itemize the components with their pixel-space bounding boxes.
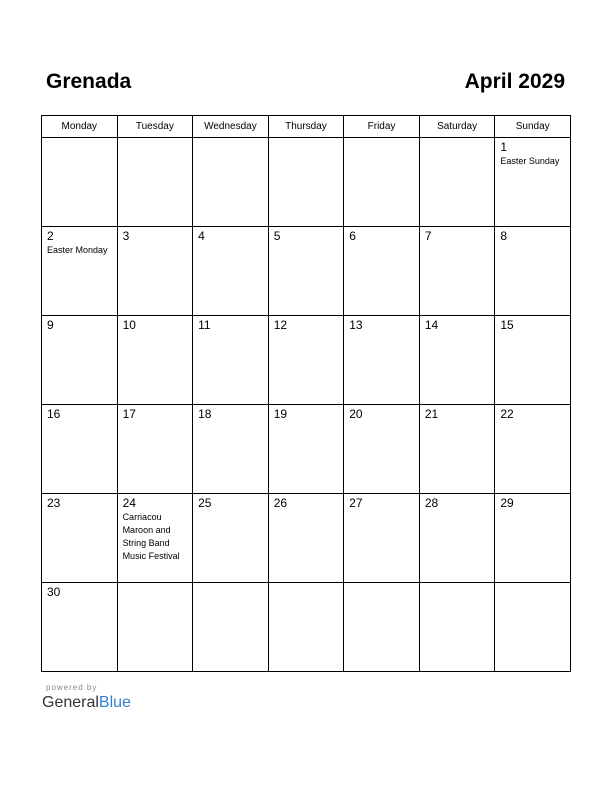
day-number: 7 <box>424 229 432 243</box>
calendar-grid <box>41 115 571 672</box>
day-number: 2 <box>47 229 54 243</box>
holiday-label: Easter Sunday <box>500 156 560 166</box>
day-cell <box>42 316 118 405</box>
day-cell <box>117 316 193 405</box>
day-cell <box>419 405 495 494</box>
week-row <box>42 138 571 227</box>
day-number: 26 <box>273 496 288 510</box>
weekday-header-row <box>42 116 571 138</box>
country-title: Grenada <box>46 70 132 93</box>
empty-day-cell <box>268 583 344 672</box>
empty-day-cell <box>419 583 495 672</box>
empty-day-cell <box>344 583 420 672</box>
day-cell <box>268 494 344 583</box>
day-number: 13 <box>349 318 363 332</box>
day-cell <box>344 316 420 405</box>
day-cell <box>495 138 571 227</box>
day-cell <box>344 405 420 494</box>
empty-day-cell <box>193 583 269 672</box>
day-cell <box>268 405 344 494</box>
day-cell <box>117 405 193 494</box>
logo-blue-text: Blue <box>98 694 131 711</box>
logo-general-text: General <box>42 694 99 711</box>
empty-day-cell <box>193 138 269 227</box>
day-cell <box>495 227 571 316</box>
day-cell <box>42 227 118 316</box>
day-cell <box>193 316 269 405</box>
day-number: 15 <box>500 318 514 332</box>
day-cell <box>495 405 571 494</box>
day-cell <box>42 405 118 494</box>
day-number: 16 <box>47 407 61 421</box>
week-row <box>42 405 571 494</box>
week-row <box>42 494 571 583</box>
generalblue-logo[interactable] <box>42 694 131 712</box>
week-row <box>42 583 571 672</box>
day-number: 30 <box>47 585 61 599</box>
holiday-label: Carriacou Maroon and String Band Music Festival <box>122 512 180 561</box>
day-number: 20 <box>349 407 363 421</box>
day-cell <box>495 316 571 405</box>
empty-day-cell <box>117 138 193 227</box>
day-number: 14 <box>424 318 439 332</box>
day-cell <box>419 494 495 583</box>
day-cell <box>268 227 344 316</box>
day-number: 11 <box>198 318 211 332</box>
weekday-header: Friday <box>344 116 420 138</box>
day-number: 9 <box>47 318 54 332</box>
day-cell <box>193 405 269 494</box>
day-cell <box>117 227 193 316</box>
day-cell <box>193 227 269 316</box>
weekday-header: Thursday <box>268 116 344 138</box>
week-row <box>42 316 571 405</box>
day-cell <box>344 494 420 583</box>
day-number: 21 <box>424 407 439 421</box>
week-row <box>42 227 571 316</box>
weekday-header: Monday <box>42 116 118 138</box>
empty-day-cell <box>419 138 495 227</box>
day-number: 17 <box>122 407 136 421</box>
day-number: 8 <box>500 229 508 243</box>
day-number: 25 <box>198 496 212 510</box>
day-number: 6 <box>349 229 356 243</box>
day-number: 3 <box>122 229 130 243</box>
weekday-header: Saturday <box>419 116 495 138</box>
day-number: 5 <box>273 229 281 243</box>
day-cell <box>42 494 118 583</box>
day-cell <box>495 494 571 583</box>
day-number: 19 <box>273 407 288 421</box>
day-cell <box>117 494 193 583</box>
weekday-header: Tuesday <box>117 116 193 138</box>
day-number: 4 <box>198 229 205 243</box>
day-number: 27 <box>349 496 363 510</box>
day-cell <box>419 316 495 405</box>
day-cell <box>344 227 420 316</box>
empty-day-cell <box>117 583 193 672</box>
day-cell <box>193 494 269 583</box>
weekday-header: Wednesday <box>193 116 269 138</box>
day-number: 24 <box>122 496 136 510</box>
day-number: 29 <box>500 496 514 510</box>
day-number: 22 <box>500 407 514 421</box>
powered-by-label: powered by <box>46 683 98 692</box>
empty-day-cell <box>495 583 571 672</box>
day-cell <box>268 316 344 405</box>
weekday-header: Sunday <box>495 116 571 138</box>
empty-day-cell <box>42 138 118 227</box>
day-cell <box>419 227 495 316</box>
day-number: 12 <box>273 318 288 332</box>
day-number: 1 <box>500 140 508 154</box>
empty-day-cell <box>344 138 420 227</box>
day-number: 28 <box>424 496 439 510</box>
empty-day-cell <box>268 138 344 227</box>
day-number: 18 <box>198 407 212 421</box>
day-number: 10 <box>122 318 136 332</box>
day-cell <box>42 583 118 672</box>
month-year-title: April 2029 <box>464 70 565 93</box>
day-number: 23 <box>47 496 61 510</box>
holiday-label: Easter Monday <box>47 245 108 255</box>
